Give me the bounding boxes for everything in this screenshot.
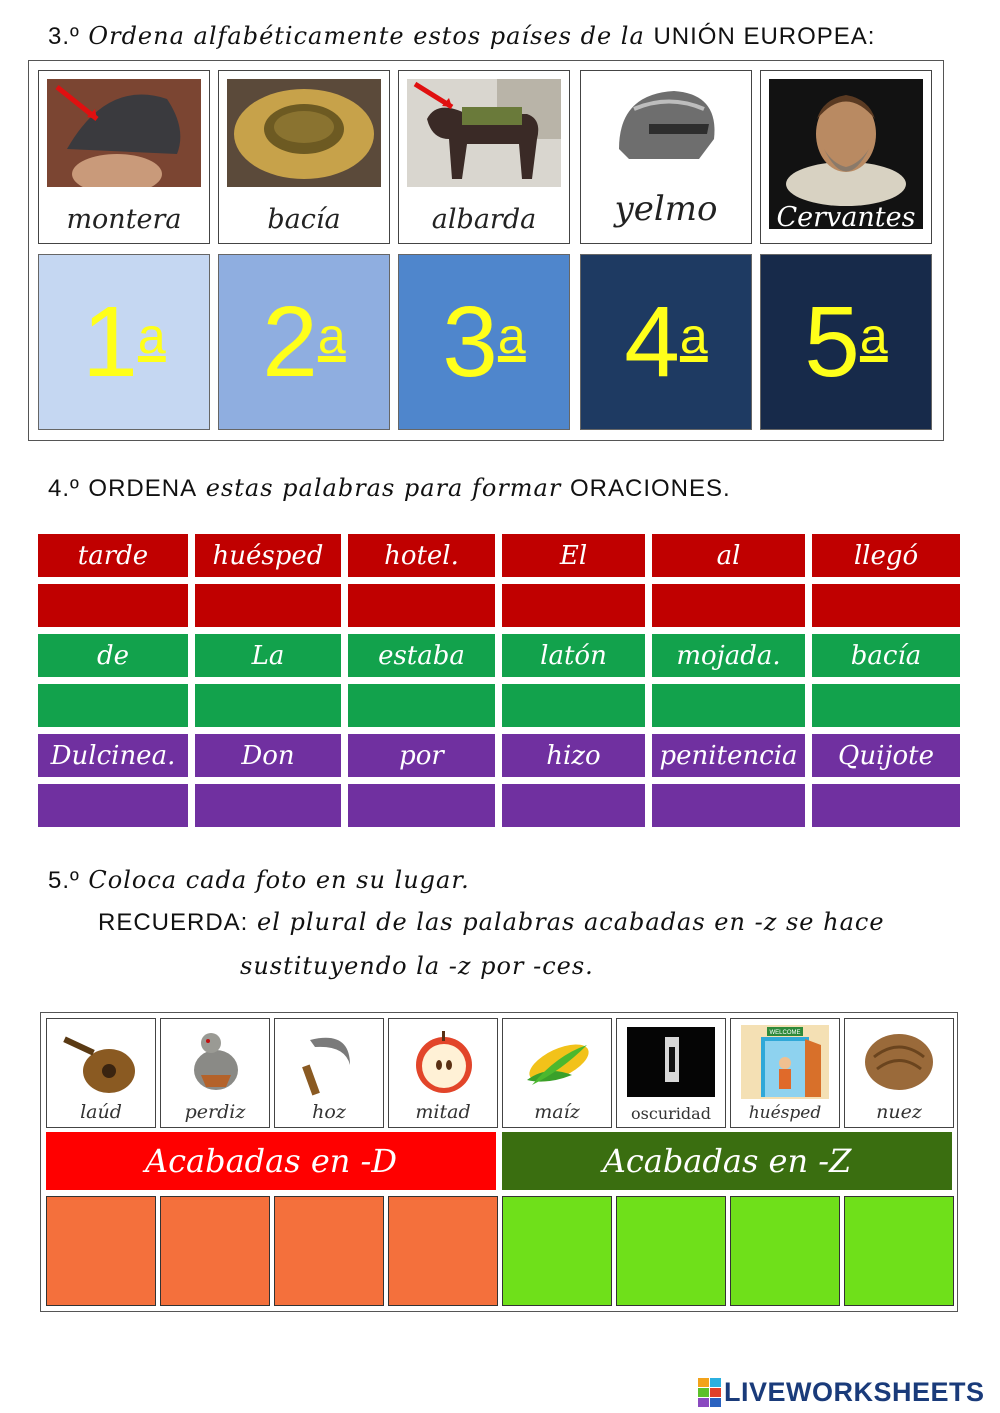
word-tile[interactable]: Don: [195, 734, 341, 777]
card-label-montera: montera: [66, 204, 182, 235]
card-label-maiz: maíz: [534, 1101, 580, 1123]
drop-slot-z-3[interactable]: [730, 1196, 840, 1306]
answer-slot[interactable]: [38, 784, 188, 827]
answer-slot[interactable]: [502, 784, 645, 827]
welcome-sign-text: WELCOME: [769, 1030, 801, 1036]
ordinal-suffix: a: [497, 308, 526, 364]
drop-slot-z-1[interactable]: [502, 1196, 612, 1306]
picture-card-perdiz[interactable]: [160, 1018, 270, 1128]
picture-card-maiz[interactable]: [502, 1018, 612, 1128]
remember-text-line1: el plural de las palabras acabadas en -z se hace: [257, 908, 885, 936]
ordinal-number: 1: [82, 286, 138, 398]
card-label-laud: laúd: [80, 1101, 122, 1123]
ordinal-number: 2: [262, 286, 318, 398]
answer-slot[interactable]: [348, 784, 495, 827]
answer-slot[interactable]: [38, 584, 188, 627]
word-tile[interactable]: Dulcinea.: [38, 734, 188, 777]
exercise3-instruction: Ordena alfabéticamente estos países de la: [88, 22, 645, 50]
card-label-oscuridad: oscuridad: [631, 1104, 711, 1123]
word-tile[interactable]: mojada.: [652, 634, 805, 677]
ordinal-suffix: a: [859, 308, 888, 364]
card-label-mitad: mitad: [415, 1101, 471, 1123]
answer-slot[interactable]: [195, 684, 341, 727]
ordinal-suffix: a: [137, 308, 166, 364]
exercise3-number: 3.º: [48, 23, 80, 50]
picture-card-montera[interactable]: [38, 70, 210, 244]
picture-card-yelmo[interactable]: [580, 70, 752, 244]
ordinal-slot-4[interactable]: [580, 254, 752, 430]
picture-card-oscuridad[interactable]: [616, 1018, 726, 1128]
card-label-huesped: huésped: [748, 1103, 822, 1123]
card-label-nuez: nuez: [876, 1101, 922, 1123]
word-tile[interactable]: por: [348, 734, 495, 777]
word-tile[interactable]: bacía: [812, 634, 960, 677]
word-tile[interactable]: hizo: [502, 734, 645, 777]
picture-card-huesped[interactable]: [730, 1018, 840, 1128]
remember-text-line2: sustituyendo la -z por -ces.: [240, 952, 594, 980]
exercise5-number: 5.º: [48, 867, 80, 894]
liveworksheets-brand[interactable]: LIVEWORKSHEETS: [724, 1377, 985, 1407]
exercise5-title: [48, 866, 470, 895]
drop-slot-d-2[interactable]: [160, 1196, 270, 1306]
drop-slot-z-2[interactable]: [616, 1196, 726, 1306]
lute-icon: [61, 1029, 141, 1099]
word-tile[interactable]: estaba: [348, 634, 495, 677]
word-tile[interactable]: latón: [502, 634, 645, 677]
helmet-photo: [589, 79, 743, 187]
exercise3-instruction-caps: UNIÓN EUROPEA:: [653, 23, 876, 50]
card-label-cervantes: Cervantes: [776, 202, 916, 233]
answer-slot[interactable]: [348, 584, 495, 627]
exercise4-caps-2: ORACIONES.: [569, 475, 731, 502]
picture-card-laud[interactable]: [46, 1018, 156, 1128]
drop-slot-d-1[interactable]: [46, 1196, 156, 1306]
card-label-albarda: albarda: [431, 204, 537, 235]
ordinal-number: 4: [624, 286, 680, 398]
picture-card-mitad[interactable]: [388, 1018, 498, 1128]
word-tile[interactable]: hotel.: [348, 534, 495, 577]
answer-slot[interactable]: [502, 584, 645, 627]
card-label-hoz: hoz: [312, 1101, 346, 1123]
partridge-icon: [181, 1025, 251, 1101]
barber-basin-photo: [227, 79, 381, 187]
word-tile[interactable]: El: [502, 534, 645, 577]
dark-doorway-icon: [627, 1027, 715, 1097]
card-label-yelmo: yelmo: [614, 189, 718, 229]
answer-slot[interactable]: [812, 584, 960, 627]
exercise4-title: [48, 474, 731, 503]
ordinal-suffix: a: [317, 308, 346, 364]
ordinal-slot-5[interactable]: [760, 254, 932, 430]
guest-door-icon: [741, 1025, 829, 1099]
remember-note: [98, 908, 885, 937]
drop-slot-d-3[interactable]: [274, 1196, 384, 1306]
exercise4-instruction: estas palabras para formar: [205, 474, 562, 502]
ordinal-suffix: a: [679, 308, 708, 364]
answer-slot[interactable]: [195, 584, 341, 627]
word-tile[interactable]: tarde: [38, 534, 188, 577]
drop-slot-d-4[interactable]: [388, 1196, 498, 1306]
word-tile[interactable]: llegó: [812, 534, 960, 577]
remember-note-line2: [240, 952, 594, 980]
word-tile[interactable]: Quijote: [812, 734, 960, 777]
answer-slot[interactable]: [502, 684, 645, 727]
answer-slot[interactable]: [38, 684, 188, 727]
word-tile[interactable]: huésped: [195, 534, 341, 577]
word-tile[interactable]: penitencia: [652, 734, 805, 777]
liveworksheets-logo-icon: [698, 1378, 722, 1408]
packsaddle-donkey-photo: [407, 79, 561, 187]
answer-slot[interactable]: [652, 684, 805, 727]
answer-slot[interactable]: [652, 584, 805, 627]
category-band-d: Acabadas en -D: [46, 1132, 496, 1190]
exercise3-title: [48, 22, 875, 51]
remember-label: RECUERDA:: [98, 909, 249, 936]
ordinal-slot-1[interactable]: [38, 254, 210, 430]
answer-slot[interactable]: [812, 684, 960, 727]
picture-card-bacia[interactable]: [218, 70, 390, 244]
exercise4-caps-1: ORDENA: [88, 475, 198, 502]
word-tile[interactable]: al: [652, 534, 805, 577]
picture-card-hoz[interactable]: [274, 1018, 384, 1128]
exercise4-number: 4.º: [48, 475, 80, 502]
picture-card-albarda[interactable]: [398, 70, 570, 244]
answer-slot[interactable]: [195, 784, 341, 827]
montera-hat-photo: [47, 79, 201, 187]
exercise5-instruction: Coloca cada foto en su lugar.: [88, 866, 470, 894]
word-tile[interactable]: de: [38, 634, 188, 677]
card-label-bacia: bacía: [267, 204, 341, 235]
ordinal-number: 3: [442, 286, 498, 398]
ordinal-slot-2[interactable]: [218, 254, 390, 430]
walnut-icon: [859, 1027, 939, 1097]
corn-icon: [517, 1025, 597, 1101]
picture-card-nuez[interactable]: [844, 1018, 954, 1128]
word-tile[interactable]: La: [195, 634, 341, 677]
category-band-z: Acabadas en -Z: [502, 1132, 952, 1190]
answer-slot[interactable]: [652, 784, 805, 827]
ordinal-slot-3[interactable]: [398, 254, 570, 430]
picture-card-cervantes[interactable]: [760, 70, 932, 244]
ordinal-number: 5: [804, 286, 860, 398]
drop-slot-z-4[interactable]: [844, 1196, 954, 1306]
sickle-icon: [295, 1025, 365, 1101]
answer-slot[interactable]: [348, 684, 495, 727]
answer-slot[interactable]: [812, 784, 960, 827]
half-apple-icon: [409, 1025, 479, 1101]
card-label-perdiz: perdiz: [184, 1101, 246, 1123]
